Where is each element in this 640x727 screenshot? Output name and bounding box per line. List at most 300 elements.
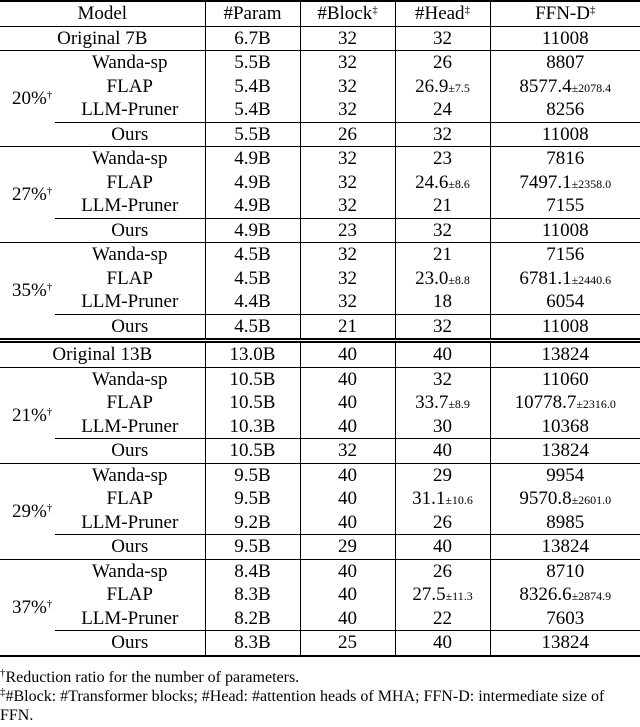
table-row: [0, 415, 640, 439]
reduction-ratio: [0, 367, 55, 463]
head-cell: [395, 314, 490, 341]
head-cell-value: 29: [433, 464, 453, 486]
ffn-cell: [490, 583, 640, 607]
footnote-abbreviations: ‡#Block: #Transformer blocks; #Head: #attention heads of MHA; FFN-D: intermediate size of FFN.: [0, 686, 605, 724]
param-cell: [205, 314, 300, 341]
block-cell: [300, 607, 395, 631]
method-name: Wanda-sp: [55, 51, 205, 75]
head-cell-std: ±11.3: [445, 589, 473, 604]
param-cell: [205, 98, 300, 122]
block-cell: [300, 559, 395, 583]
head-cell: [395, 583, 490, 607]
ffn-cell-value: 7603: [546, 607, 585, 629]
table-row: [0, 171, 640, 195]
method-name: LLM-Pruner: [81, 607, 179, 629]
ffn-cell: [490, 194, 640, 218]
table-body: [0, 26, 640, 656]
param-cell: [205, 26, 300, 51]
param-cell: [205, 218, 300, 243]
block-cell-value: 29: [338, 536, 358, 558]
table-row: [0, 439, 640, 464]
ffn-cell-std: ±2874.9: [571, 589, 612, 604]
param-cell-value: 4.9B: [234, 195, 271, 217]
head-cell-value: 32: [433, 219, 453, 241]
param-cell: [205, 122, 300, 147]
ffn-cell-value: 6781.1: [519, 267, 572, 289]
ffn-cell-value: 9954: [546, 464, 585, 486]
block-cell: [300, 218, 395, 243]
block-cell-value: 32: [338, 244, 358, 266]
head-cell: [395, 75, 490, 99]
head-cell: [395, 290, 490, 314]
head-cell: [395, 511, 490, 535]
method-name: LLM-Pruner: [81, 291, 179, 313]
ffn-cell: [490, 243, 640, 267]
param-cell-value: 4.9B: [234, 171, 271, 193]
reduction-ratio: [0, 559, 55, 656]
method-name: Wanda-sp: [55, 367, 205, 391]
head-cell-std: ±8.8: [448, 272, 470, 287]
param-cell: [205, 75, 300, 99]
reduction-ratio-value: 21%: [12, 404, 47, 426]
block-cell: [300, 171, 395, 195]
method-name: Ours: [55, 439, 205, 464]
method-name: Ours: [55, 631, 205, 656]
table-row: [0, 391, 640, 415]
param-cell: [205, 243, 300, 267]
header-head: #Head‡: [395, 1, 490, 26]
param-cell-value: 8.4B: [234, 560, 271, 582]
ffn-cell-value: 8326.6: [519, 584, 572, 606]
reduction-ratio: [0, 51, 55, 147]
block-cell: [300, 583, 395, 607]
dagger-mark: †: [46, 281, 53, 293]
ffn-cell-value: 13824: [541, 440, 590, 462]
ffn-cell-value: 8710: [546, 560, 585, 582]
param-cell: [205, 367, 300, 391]
dagger-mark: †: [46, 597, 53, 610]
table-row: [0, 147, 640, 171]
method-name: Ours: [55, 218, 205, 243]
ffn-cell: [490, 559, 640, 583]
method-name: FLAP: [106, 488, 153, 510]
header-model: Model: [0, 1, 205, 26]
param-cell-value: 6.7B: [234, 27, 271, 49]
table-row: [0, 583, 640, 607]
method-name: LLM-Pruner: [81, 415, 179, 437]
head-cell-value: 23: [433, 148, 453, 170]
param-cell: [205, 631, 300, 656]
param-cell-value: 5.5B: [234, 52, 271, 74]
block-cell-value: 40: [338, 368, 358, 390]
ffn-cell-value: 13824: [541, 632, 590, 654]
ffn-cell: [490, 75, 640, 99]
block-cell-value: 40: [338, 584, 358, 606]
ffn-cell-value: 11008: [541, 123, 589, 145]
ffn-cell-value: 10778.7: [514, 392, 577, 414]
param-cell: [205, 147, 300, 171]
block-cell-value: 40: [338, 464, 358, 486]
ffn-cell-value: 7497.1: [519, 171, 572, 193]
param-cell: [205, 511, 300, 535]
block-cell: [300, 341, 395, 368]
ffn-cell: [490, 171, 640, 195]
ffn-cell: [490, 314, 640, 341]
head-cell: [395, 559, 490, 583]
block-cell: [300, 147, 395, 171]
table-row: [0, 535, 640, 560]
block-cell: [300, 487, 395, 511]
head-cell: [395, 341, 490, 368]
block-cell-value: 40: [338, 488, 358, 510]
head-cell: [395, 171, 490, 195]
param-cell-value: 8.2B: [234, 607, 271, 629]
original-model-row: [0, 26, 640, 51]
header-block: #Block‡: [300, 1, 395, 26]
ffn-cell-value: 11008: [541, 219, 589, 241]
head-cell: [395, 439, 490, 464]
param-cell: [205, 290, 300, 314]
param-cell-value: 5.5B: [234, 123, 271, 145]
block-cell-value: 32: [338, 52, 358, 74]
block-cell-value: 40: [338, 344, 358, 366]
block-cell: [300, 367, 395, 391]
block-cell: [300, 194, 395, 218]
block-cell-value: 40: [338, 560, 358, 582]
head-cell: [395, 487, 490, 511]
ffn-cell: [490, 98, 640, 122]
param-cell-value: 5.4B: [234, 99, 271, 121]
param-cell-value: 4.5B: [234, 244, 271, 266]
table-row: [0, 75, 640, 99]
head-cell: [395, 26, 490, 51]
param-cell: [205, 487, 300, 511]
block-cell: [300, 75, 395, 99]
ffn-cell: [490, 51, 640, 75]
head-cell-value: 33.7: [415, 392, 449, 414]
method-name: FLAP: [106, 584, 153, 606]
head-cell-value: 32: [433, 27, 453, 49]
head-cell: [395, 367, 490, 391]
ffn-cell: [490, 290, 640, 314]
ffn-cell-value: 8807: [546, 52, 585, 74]
method-name: FLAP: [106, 171, 153, 193]
head-cell-value: 21: [433, 244, 453, 266]
double-dagger-mark: ‡: [589, 4, 596, 17]
ffn-cell: [490, 341, 640, 368]
ffn-cell-value: 9570.8: [519, 488, 572, 510]
param-cell: [205, 51, 300, 75]
footnotes: [0, 668, 640, 725]
param-cell-value: 10.5B: [229, 440, 276, 462]
header-param: #Param: [205, 1, 300, 26]
param-cell-value: 13.0B: [229, 344, 276, 366]
head-cell-value: 30: [433, 415, 453, 437]
ffn-cell-std: ±2078.4: [571, 80, 612, 95]
block-cell: [300, 26, 395, 51]
reduction-ratio-value: 37%: [12, 596, 47, 618]
head-cell-std: ±10.6: [445, 493, 473, 508]
param-cell: [205, 391, 300, 415]
block-cell-value: 40: [338, 415, 358, 437]
block-cell: [300, 51, 395, 75]
table-row: [0, 607, 640, 631]
original-model-label: Original 7B: [0, 26, 205, 51]
table-row: [0, 631, 640, 656]
block-cell: [300, 314, 395, 341]
param-cell: [205, 267, 300, 291]
method-name: LLM-Pruner: [81, 195, 179, 217]
param-cell-value: 9.2B: [234, 511, 271, 533]
head-cell-value: 26: [433, 52, 453, 74]
dagger-mark: †: [46, 185, 53, 197]
ffn-cell-value: 8256: [546, 99, 585, 121]
table-row: [0, 51, 640, 75]
table-row: [0, 314, 640, 341]
reduction-ratio: [0, 463, 55, 559]
double-dagger-mark: ‡: [372, 4, 378, 17]
block-cell: [300, 267, 395, 291]
ffn-cell-std: ±2358.0: [571, 176, 612, 191]
original-model-row: [0, 341, 640, 368]
ffn-cell: [490, 26, 640, 51]
param-cell: [205, 583, 300, 607]
ffn-cell-std: ±2440.6: [571, 272, 612, 287]
ffn-cell-value: 8577.4: [519, 75, 572, 97]
head-cell: [395, 415, 490, 439]
ffn-cell: [490, 631, 640, 656]
param-cell: [205, 171, 300, 195]
ffn-cell: [490, 218, 640, 243]
block-cell-value: 32: [338, 171, 358, 193]
head-cell: [395, 51, 490, 75]
dagger-mark: †: [46, 405, 53, 418]
table-row: [0, 559, 640, 583]
head-cell: [395, 243, 490, 267]
footnote-ratio: †Reduction ratio for the number of parameters.: [0, 667, 300, 686]
head-cell-value: 32: [433, 123, 453, 145]
block-cell-value: 40: [338, 607, 358, 629]
ffn-cell: [490, 147, 640, 171]
param-cell: [205, 415, 300, 439]
ffn-cell: [490, 415, 640, 439]
block-cell-value: 32: [338, 99, 358, 121]
param-cell: [205, 559, 300, 583]
block-cell-value: 23: [338, 219, 358, 241]
ffn-cell-value: 13824: [541, 344, 590, 366]
head-cell-value: 40: [433, 536, 453, 558]
table-row: [0, 290, 640, 314]
reduction-ratio-value: 20%: [12, 88, 47, 109]
param-cell-value: 9.5B: [234, 536, 271, 558]
param-cell-value: 10.5B: [229, 368, 276, 390]
head-cell-value: 40: [433, 440, 453, 462]
param-cell: [205, 463, 300, 487]
block-cell-value: 32: [338, 195, 358, 217]
block-cell: [300, 439, 395, 464]
param-cell: [205, 341, 300, 368]
ffn-cell-value: 11008: [541, 315, 589, 337]
head-cell-value: 32: [433, 315, 453, 337]
head-cell: [395, 147, 490, 171]
param-cell-value: 8.3B: [234, 632, 271, 654]
ffn-cell-value: 11060: [541, 368, 589, 390]
head-cell-std: ±8.6: [448, 176, 470, 191]
block-cell: [300, 122, 395, 147]
ffn-cell-value: 13824: [541, 536, 590, 558]
block-cell: [300, 415, 395, 439]
ffn-cell-value: 8985: [546, 511, 585, 533]
ffn-cell-value: 7156: [546, 244, 585, 266]
method-name: LLM-Pruner: [81, 99, 179, 121]
block-cell-value: 26: [338, 123, 358, 145]
head-cell-value: 21: [433, 195, 453, 217]
block-cell: [300, 98, 395, 122]
table-row: [0, 218, 640, 243]
ffn-cell: [490, 535, 640, 560]
table-row: [0, 367, 640, 391]
head-cell-value: 26: [433, 560, 453, 582]
ffn-cell: [490, 439, 640, 464]
table-row: [0, 194, 640, 218]
head-cell: [395, 535, 490, 560]
block-cell-value: 32: [338, 148, 358, 170]
block-cell-value: 21: [338, 315, 358, 337]
block-cell: [300, 631, 395, 656]
block-cell-value: 40: [338, 392, 358, 414]
block-cell: [300, 391, 395, 415]
method-name: Wanda-sp: [55, 463, 205, 487]
double-dagger-mark: ‡: [464, 4, 471, 17]
param-cell-value: 8.3B: [234, 584, 271, 606]
head-cell-value: 18: [433, 291, 453, 313]
header-ffn: FFN-D‡: [490, 1, 640, 26]
param-cell: [205, 535, 300, 560]
block-cell-value: 25: [338, 632, 358, 654]
block-cell-value: 32: [338, 75, 358, 97]
param-cell-value: 4.9B: [234, 148, 271, 170]
head-cell: [395, 267, 490, 291]
head-cell-value: 40: [433, 632, 453, 654]
head-cell-std: ±8.9: [448, 397, 470, 412]
block-cell: [300, 243, 395, 267]
head-cell: [395, 463, 490, 487]
table-row: [0, 98, 640, 122]
head-cell-value: 23.0: [415, 267, 449, 289]
table-row: [0, 243, 640, 267]
param-cell-value: 5.4B: [234, 75, 271, 97]
head-cell: [395, 122, 490, 147]
method-name: Ours: [55, 535, 205, 560]
head-cell-value: 24: [433, 99, 453, 121]
head-cell: [395, 98, 490, 122]
dagger-mark: †: [46, 89, 53, 101]
head-cell: [395, 218, 490, 243]
ffn-cell-value: 7816: [546, 148, 585, 170]
table-row: [0, 511, 640, 535]
ffn-cell: [490, 391, 640, 415]
reduction-ratio: [0, 147, 55, 243]
reduction-ratio-value: 29%: [12, 500, 47, 522]
method-name: Wanda-sp: [55, 147, 205, 171]
reduction-ratio: [0, 243, 55, 341]
param-cell: [205, 607, 300, 631]
param-cell-value: 10.5B: [229, 392, 276, 414]
block-cell-value: 40: [338, 511, 358, 533]
block-cell: [300, 535, 395, 560]
head-cell-std: ±7.5: [448, 80, 470, 95]
ffn-cell: [490, 487, 640, 511]
table-row: [0, 122, 640, 147]
head-cell: [395, 391, 490, 415]
method-name: FLAP: [106, 75, 153, 97]
ffn-cell: [490, 511, 640, 535]
ffn-cell: [490, 122, 640, 147]
head-cell-value: 26.9: [415, 75, 449, 97]
param-cell: [205, 194, 300, 218]
ffn-cell: [490, 463, 640, 487]
param-cell-value: 9.5B: [234, 464, 271, 486]
table-row: [0, 463, 640, 487]
param-cell-value: 4.4B: [234, 291, 271, 313]
ffn-cell: [490, 267, 640, 291]
block-cell-value: 32: [338, 27, 358, 49]
method-name: Ours: [55, 122, 205, 147]
head-cell-value: 26: [433, 511, 453, 533]
dagger-mark: †: [46, 501, 53, 514]
head-cell: [395, 194, 490, 218]
block-cell-value: 32: [338, 291, 358, 313]
ffn-cell: [490, 607, 640, 631]
method-name: Wanda-sp: [55, 559, 205, 583]
method-name: FLAP: [106, 267, 153, 289]
ffn-cell-value: 10368: [541, 415, 590, 437]
head-cell-value: 40: [433, 344, 453, 366]
param-cell-value: 4.5B: [234, 315, 271, 337]
original-model-label: Original 13B: [0, 341, 205, 368]
param-cell-value: 10.3B: [229, 415, 276, 437]
block-cell: [300, 463, 395, 487]
block-cell-value: 32: [338, 267, 358, 289]
block-cell: [300, 511, 395, 535]
reduction-ratio-value: 35%: [12, 280, 47, 301]
head-cell-value: 31.1: [412, 488, 446, 510]
head-cell-value: 24.6: [415, 171, 449, 193]
method-name: Ours: [55, 314, 205, 341]
param-cell-value: 4.9B: [234, 219, 271, 241]
ffn-cell-std: ±2601.0: [571, 493, 612, 508]
param-cell-value: 9.5B: [234, 488, 271, 510]
reduction-ratio-value: 27%: [12, 184, 47, 205]
method-name: FLAP: [106, 392, 153, 414]
table-row: [0, 487, 640, 511]
ffn-cell: [490, 367, 640, 391]
head-cell-value: 27.5: [412, 584, 446, 606]
head-cell-value: 32: [433, 368, 453, 390]
head-cell: [395, 607, 490, 631]
param-cell-value: 4.5B: [234, 267, 271, 289]
head-cell: [395, 631, 490, 656]
ffn-cell-value: 6054: [546, 291, 585, 313]
table-row: [0, 267, 640, 291]
ffn-cell-value: 7155: [546, 195, 585, 217]
method-name: Wanda-sp: [55, 243, 205, 267]
method-name: LLM-Pruner: [81, 511, 179, 533]
ffn-cell-value: 11008: [541, 27, 589, 49]
head-cell-value: 22: [433, 607, 453, 629]
param-cell: [205, 439, 300, 464]
header-row: [0, 1, 640, 26]
